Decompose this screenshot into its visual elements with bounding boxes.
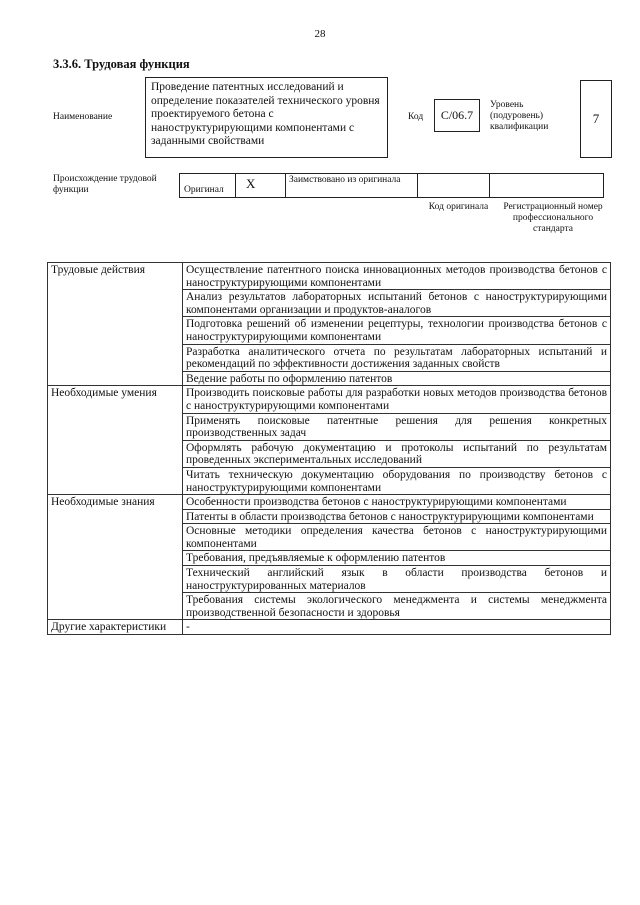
origin-label: Происхождение трудовой функции — [53, 174, 157, 195]
original-label: Оригинал — [184, 185, 224, 195]
table-cell: Применять поисковые патентные решения для решения конкретных производственных задач — [183, 413, 611, 440]
code-label: Код — [408, 112, 424, 122]
table-cell: Технический английский язык в области производства бетонов и наноструктурированных материалов — [183, 566, 611, 593]
function-details-table — [47, 262, 611, 635]
name-label: Наименование — [53, 112, 113, 122]
table-cell: Разработка аналитического отчета по результатам лабораторных испытаний и рекомендаций по эффективности достижения заданных свойств — [183, 344, 611, 371]
table-cell: Требования, предъявляемые к оформлению патентов — [183, 551, 611, 566]
original-code-caption: Код оригинала — [428, 202, 489, 212]
table-cell: Особенности производства бетонов с наноструктурирующими компонентами — [183, 495, 611, 510]
table-cell: Осуществление патентного поиска инновационных методов производства бетонов с наноструктурирующими компонентами — [183, 263, 611, 290]
reg-number-caption: Регистрационный номер профессионального стандарта — [503, 202, 603, 234]
table-cell: Оформлять рабочую документацию и протоколы испытаний по результатам проведенных экспериментальных исследований — [183, 440, 611, 467]
code-value-box: С/06.7 — [434, 99, 480, 132]
table-cell: Подготовка решений об изменении рецептуры, технологии производства бетонов с наноструктурирующими компонентами — [183, 317, 611, 344]
page-number: 28 — [314, 28, 326, 40]
reg-number-cell — [489, 173, 604, 198]
level-value-box: 7 — [580, 80, 612, 158]
category-cell: Необходимые знания — [48, 495, 183, 620]
original-mark: X — [246, 176, 256, 191]
function-name-box: Проведение патентных исследований и определение показателей технического уровня проектируемого бетона с наноструктурирующими компонентами с заданными свойствами — [145, 77, 388, 158]
table-cell: Ведение работы по оформлению патентов — [183, 371, 611, 386]
borrowed-label: Заимствовано из оригинала — [289, 175, 401, 185]
section-title: 3.3.6. Трудовая функция — [53, 57, 190, 71]
original-cell — [179, 173, 236, 198]
level-label: Уровень (подуровень) квалификации — [490, 100, 549, 132]
table-cell: Читать техническую документацию оборудования по производству бетонов с наноструктурирующими компонентами — [183, 467, 611, 494]
table-cell: Основные методики определения качества бетонов с наноструктурирующими компонентами — [183, 524, 611, 551]
origin-row — [180, 173, 604, 198]
original-mark-cell — [235, 173, 286, 198]
table-row — [48, 620, 611, 635]
original-code-cell — [417, 173, 490, 198]
table-cell: Анализ результатов лабораторных испытаний бетонов с наноструктурирующими компонентами организации и продуктов-аналогов — [183, 290, 611, 317]
table-row — [48, 263, 611, 290]
table-cell: Производить поисковые работы для разработки новых методов производства бетонов с наноструктурирующими компонентами — [183, 386, 611, 413]
table-cell: - — [183, 620, 611, 635]
category-cell: Трудовые действия — [48, 263, 183, 386]
borrowed-cell — [285, 173, 418, 198]
table-cell: Требования системы экологического менеджмента и системы менеджмента производственной безопасности и здоровья — [183, 593, 611, 620]
category-cell: Необходимые умения — [48, 386, 183, 495]
table-row — [48, 495, 611, 510]
table-cell: Патенты в области производства бетонов с наноструктурирующими компонентами — [183, 509, 611, 524]
category-cell: Другие характеристики — [48, 620, 183, 635]
table-row — [48, 386, 611, 413]
